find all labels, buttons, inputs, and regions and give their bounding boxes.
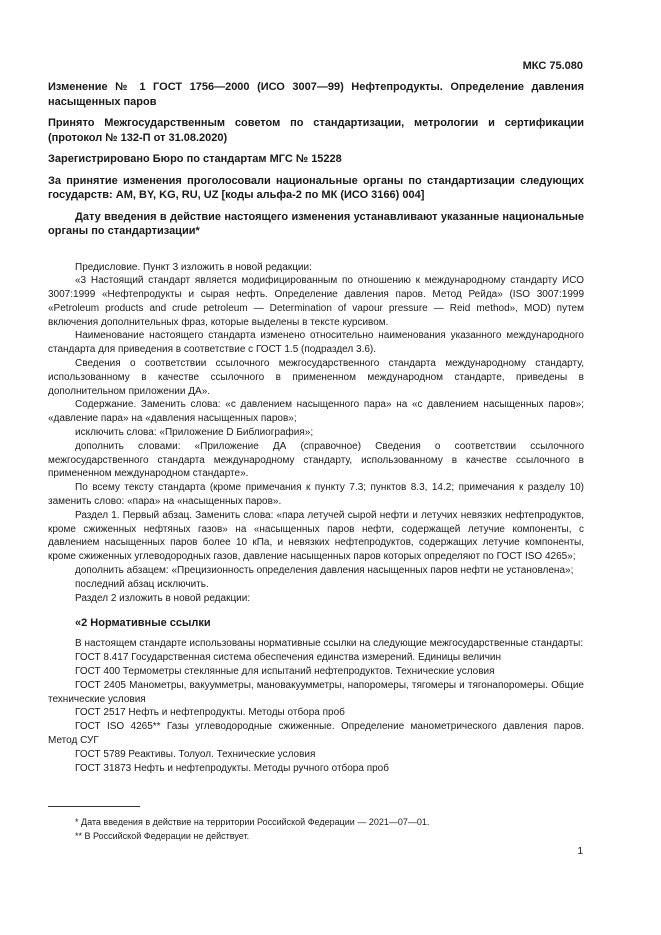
body-paragraph: Наименование настоящего стандарта изменено относительно наименования указанного международного стандарта для приведения в соответствие с ГОСТ 1.5 (подраздел 3.6).	[48, 330, 584, 356]
body-paragraph: Предисловие. Пункт 3 изложить в новой редакции:	[75, 261, 312, 273]
body-paragraph: Содержание. Заменить слова: «с давлением насыщенного пара» на «с давлением насыщенных паров»; «давление пара» на «давления насыщенных паров»;	[48, 399, 584, 425]
reference-item: ГОСТ 2517 Нефть и нефтепродукты. Методы отбора проб	[75, 707, 345, 719]
voting-info: За принятие изменения проголосовали национальные органы по стандартизации следующих государств: AM, BY, KG, RU, UZ [коды альфа-2 по МК (ИСО 3166) 004]	[48, 174, 584, 201]
reference-item: ГОСТ ISO 4265** Газы углеводородные сжиженные. Определение манометрического давления паров. Метод СУГ	[48, 721, 584, 746]
body-paragraph: Раздел 1. Первый абзац. Заменить слова: «пара летучей сырой нефти и летучих невязких нефтепродуктов, кроме сжиженных нефтяных газов» на «насыщенных паров нефти, содержащей летучие компоненты, с давлением насыщенных паров более 10 кПа, и невязких нефтепродуктов, содержащих летучие компоненты, кроме сжиженных углеводородных газов, давление насыщенных паров которых определяют по ГОСТ ISO 4265»;	[48, 509, 584, 563]
body-paragraph: «3 Настоящий стандарт является модифицированным по отношению к международному стандарту ИСО 3007:1999 «Нефтепродукты и сырая нефть. Определение давления паров. Метод Рейда» (ISO 3007:1999 «Petroleum products and crude petroleum — Determination of vapour pressure — Reid method», MOD) путем включения дополнительных фраз, которые выделены в тексте курсивом.	[48, 275, 584, 328]
reference-item: ГОСТ 5789 Реактивы. Толуол. Технические условия	[75, 748, 316, 760]
footnote-1: * Дата введения в действие на территории Российской Федерации — 2021—07—01.	[75, 817, 430, 827]
footnotes	[75, 815, 575, 843]
registration-info: Зарегистрировано Бюро по стандартам МГС № 15228	[48, 153, 342, 165]
body-paragraph: последний абзац исключить.	[75, 578, 209, 590]
adoption-info: Принято Межгосударственным советом по стандартизации, метрологии и сертификации (протокол № 132-П от 31.08.2020)	[48, 117, 584, 144]
body-paragraph: Раздел 2 изложить в новой редакции:	[75, 592, 251, 604]
reference-item: ГОСТ 2405 Манометры, вакуумметры, мановакуумметры, напоромеры, тягомеры и тягонапоромеры. Общие технические условия	[48, 679, 584, 705]
body-paragraph: дополнить абзацем: «Прецизионность определения давления насыщенных паров нефти не установлена»;	[75, 565, 574, 577]
section-2-heading: «2 Нормативные ссылки	[75, 617, 211, 630]
reference-item: ГОСТ 8.417 Государственная система обеспечения единства измерений. Единицы величин	[75, 652, 502, 664]
body-paragraph: дополнить словами: «Приложение ДА (справочное) Сведения о соответствии ссылочного межгосударственного стандарта международному стандарту, использованному в качестве ссылочного в примененном международном стандарте».	[48, 440, 584, 480]
reference-item: ГОСТ 400 Термометры стеклянные для испытаний нефтепродуктов. Технические условия	[75, 666, 495, 678]
amendment-title: Изменение № 1 ГОСТ 1756—2000 (ИСО 3007—99) Нефтепродукты. Определение давления насыщенных паров	[48, 81, 584, 108]
footnote-separator	[48, 806, 140, 807]
normative-references-list	[48, 651, 584, 775]
reference-item: ГОСТ 31873 Нефть и нефтепродукты. Методы ручного отбора проб	[75, 762, 389, 774]
footnote-2: ** В Российской Федерации не действует.	[75, 831, 250, 841]
main-content	[48, 80, 584, 775]
classification-code: МКС 75.080	[522, 60, 583, 72]
page-number: 1	[577, 846, 583, 857]
body-paragraph: Сведения о соответствии ссылочного межгосударственного стандарта международному стандарту, использованному в качестве ссылочного в примененном международном стандарте, приведены в дополнительном приложении ДА».	[48, 358, 584, 397]
amendment-body	[48, 261, 584, 606]
body-paragraph: исключить слова: «Приложение D Библиография»;	[75, 427, 314, 439]
body-paragraph: По всему тексту стандарта (кроме примечания к пункту 7.3; пунктов 8.3, 14.2; примечания к разделу 10) заменить слово: «пара» на «насыщенных паров».	[48, 482, 584, 508]
section-2-intro: В настоящем стандарте использованы нормативные ссылки на следующие межгосударственные стандарты:	[75, 638, 584, 650]
effective-date-info: Дату введения в действие настоящего изменения устанавливают указанные национальные органы по стандартизации*	[48, 210, 584, 237]
